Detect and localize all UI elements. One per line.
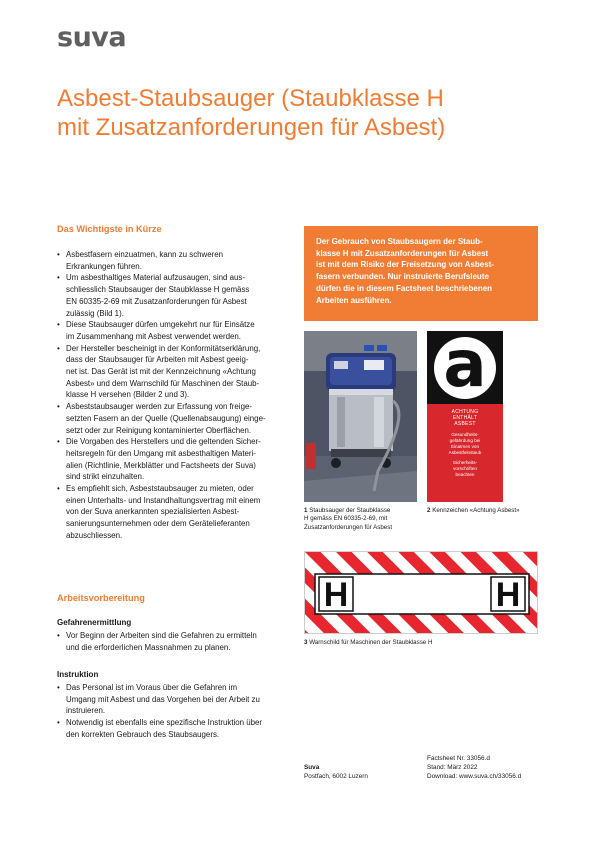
asbest-symbol: a bbox=[443, 328, 487, 402]
callout-line: dürfen die in diesem Factsheet beschriebenen bbox=[316, 283, 493, 293]
callout-line: Arbeiten ausführen. bbox=[316, 295, 392, 305]
list-item-line: • Vor Beginn der Arbeiten sind die Gefahren zu ermitteln bbox=[66, 631, 257, 640]
list-item-line: sanierungsunternehmen oder dem Gerätelieferanten bbox=[66, 519, 250, 529]
list-item-line: alien (Richtlinie, Merkblätter und Factsheets der Suva) bbox=[66, 460, 256, 470]
figure-3-number: 3 bbox=[304, 639, 308, 646]
label-text-line: ASBEST bbox=[454, 421, 476, 428]
callout-line: Der Gebrauch von Staubsaugern der Staub- bbox=[316, 237, 483, 246]
hazard-stripes-icon bbox=[305, 552, 538, 634]
list-item-line: • Es empfiehlt sich, Asbeststaubsauger zu mieten, oder bbox=[66, 484, 254, 494]
asbest-symbol-area bbox=[427, 328, 503, 404]
asbest-a-icon bbox=[434, 328, 496, 402]
figure-2-number: 2 bbox=[427, 507, 431, 514]
list-item-line: zulässig (Bild 1). bbox=[66, 308, 124, 318]
label-text-line: ENTHÄLT bbox=[452, 415, 478, 422]
list-item-line: im Zusammenhang mit Asbest verwendet werden. bbox=[66, 331, 241, 341]
list-item-line: • Notwendig ist ebenfalls eine spezifische Instruktion über bbox=[66, 718, 263, 728]
vacuum-cleaner-photo bbox=[304, 331, 417, 502]
figure-1-line-2: H gemäss EN 60335-2-69, mit bbox=[304, 515, 388, 523]
summary-heading: Das Wichtigste in Kürze bbox=[57, 224, 162, 234]
h-letter-left: H bbox=[323, 576, 349, 614]
footer-factsheet-number: Factsheet Nr. 33056.d bbox=[427, 755, 490, 762]
h-class-warning-sign bbox=[304, 551, 538, 634]
list-item bbox=[57, 630, 295, 653]
figure-1-line-3: Zusatzanforderungen für Asbest bbox=[304, 523, 393, 531]
list-item-line: sind strikt einzuhalten. bbox=[66, 472, 145, 482]
list-item-line: schliesslich Staubsauger der Staubklasse H gemäss bbox=[66, 285, 250, 295]
list-item-line: Asbest» und dem Warnschild für Maschinen der Staub- bbox=[66, 378, 260, 388]
figure-1-caption bbox=[304, 507, 422, 532]
label-text-line: Einatmen von bbox=[450, 443, 480, 449]
list-item-line: heitsregeln für den Umgang mit asbesthaltigen Materi- bbox=[66, 448, 256, 458]
list-item-line: einen Unterhalts- und Instandhaltungsvertrag mit einem bbox=[66, 495, 261, 505]
asbest-label-line2 bbox=[427, 432, 503, 456]
list-item bbox=[57, 682, 295, 717]
list-item-line: • Die Vorgaben des Herstellers und die geltenden Sicher- bbox=[66, 437, 261, 447]
figure-1-number: 1 bbox=[304, 507, 308, 514]
footer-org bbox=[304, 763, 368, 781]
title-line-2: mit Zusatzanforderungen für Asbest) bbox=[57, 114, 446, 141]
list-item-line: EN 60335-2-69 mit Zusatzanforderungen für Asbest bbox=[66, 296, 247, 306]
asbest-warning-label bbox=[427, 328, 503, 502]
list-item-line: dass der Staubsauger für Arbeiten mit Asbest geeig- bbox=[66, 355, 249, 365]
footer-date: Stand: März 2022 bbox=[427, 764, 478, 771]
footer-org-name: Suva bbox=[304, 764, 320, 771]
asbest-label-line1 bbox=[427, 409, 503, 428]
list-item-line: klasse H versehen (Bilder 2 und 3). bbox=[66, 390, 190, 400]
figure-2-caption bbox=[427, 507, 547, 515]
label-text-line: beachten bbox=[455, 471, 475, 477]
callout-line: fasern verbunden. Nur instruierte Berufsleute bbox=[316, 272, 489, 282]
instruction-list bbox=[57, 682, 295, 741]
label-text-line: Asbestfeinstaub bbox=[448, 449, 482, 455]
list-item-line: instruieren. bbox=[66, 706, 106, 716]
list-item bbox=[57, 249, 295, 272]
callout-line: ist mit dem Risiko der Freisetzung von Asbest- bbox=[316, 260, 494, 270]
list-item-line: • Der Hersteller bescheinigt in der Konformitätserklärung, bbox=[66, 343, 261, 353]
label-text-line: ACHTUNG bbox=[451, 409, 479, 415]
list-item-line: Erkrankungen führen. bbox=[66, 261, 142, 271]
figure-3-caption bbox=[304, 639, 538, 647]
list-item-line: • Um asbesthaltiges Material aufzusaugen, sind aus- bbox=[66, 273, 245, 283]
label-text-line: vorschriften bbox=[453, 465, 477, 471]
hazard-heading: Gefahrenermittlung bbox=[57, 618, 132, 627]
summary-list bbox=[57, 249, 295, 542]
footer-download-link[interactable]: Download: www.suva.ch/33056.d bbox=[427, 773, 522, 780]
preparation-heading: Arbeitsvorbereitung bbox=[57, 593, 145, 603]
callout-line: klasse H mit Zusatzanforderungen für Asbest bbox=[316, 248, 489, 258]
suva-logo: suva bbox=[57, 22, 127, 53]
footer-meta bbox=[427, 754, 521, 781]
list-item bbox=[57, 436, 295, 483]
list-item-line: • Das Personal ist im Voraus über die Gefahren im bbox=[66, 683, 238, 692]
asbest-label-line3 bbox=[427, 460, 503, 478]
list-item bbox=[57, 343, 295, 402]
list-item-line: • Diese Staubsauger dürfen umgekehrt nur für Einsätze bbox=[66, 320, 255, 330]
list-item bbox=[57, 483, 295, 542]
footer-address: Postfach, 6002 Luzern bbox=[304, 773, 368, 780]
page-title bbox=[57, 84, 557, 142]
list-item-line: den korrekten Gebrauch des Staubsaugers. bbox=[66, 729, 220, 739]
list-item-line: • Asbestfasern einzuatmen, kann zu schweren bbox=[66, 250, 224, 259]
hazard-list bbox=[57, 630, 295, 653]
list-item bbox=[57, 401, 295, 436]
list-item bbox=[57, 272, 295, 319]
figure-2-text: Kennzeichen «Achtung Asbest» bbox=[432, 507, 520, 514]
h-letter-right: H bbox=[495, 576, 521, 614]
list-item-line: • Asbeststaubsauger werden zur Erfassung von freige- bbox=[66, 402, 252, 412]
list-item-line: setzten Fasern an der Quelle (Quellenabsaugung) einge- bbox=[66, 413, 266, 423]
list-item-line: von der Suva anerkannten spezialisierten Asbest- bbox=[66, 507, 240, 517]
list-item-line: und die erforderlichen Massnahmen zu planen. bbox=[66, 642, 231, 652]
label-text-line: Sicherheits- bbox=[452, 459, 478, 465]
list-item-line: net ist. Das Gerät ist mit der Kennzeichnung «Achtung bbox=[66, 367, 256, 377]
list-item-line: abzuschliessen. bbox=[66, 530, 123, 540]
instruction-heading: Instruktion bbox=[57, 670, 99, 679]
label-text-line: gefährdung bei bbox=[449, 437, 481, 443]
figure-1-line-1: Staubsauger der Staubklasse bbox=[309, 507, 391, 514]
list-item-line: setzt oder zur Reinigung kontaminierter Oberflächen. bbox=[66, 425, 252, 435]
title-line-1: Asbest-Staubsauger (Staubklasse H bbox=[57, 85, 444, 112]
vacuum-cleaner-illustration bbox=[304, 331, 417, 502]
warning-callout bbox=[304, 226, 538, 321]
list-item bbox=[57, 319, 295, 342]
asbest-label-text-area bbox=[427, 404, 503, 502]
list-item-line: Umgang mit Asbest und das Vorgehen bei der Arbeit zu bbox=[66, 694, 260, 704]
label-text-line: Gesundheits- bbox=[451, 431, 479, 437]
list-item bbox=[57, 717, 295, 740]
figure-3-text: Warnschild für Maschinen der Staubklasse H bbox=[309, 639, 433, 646]
